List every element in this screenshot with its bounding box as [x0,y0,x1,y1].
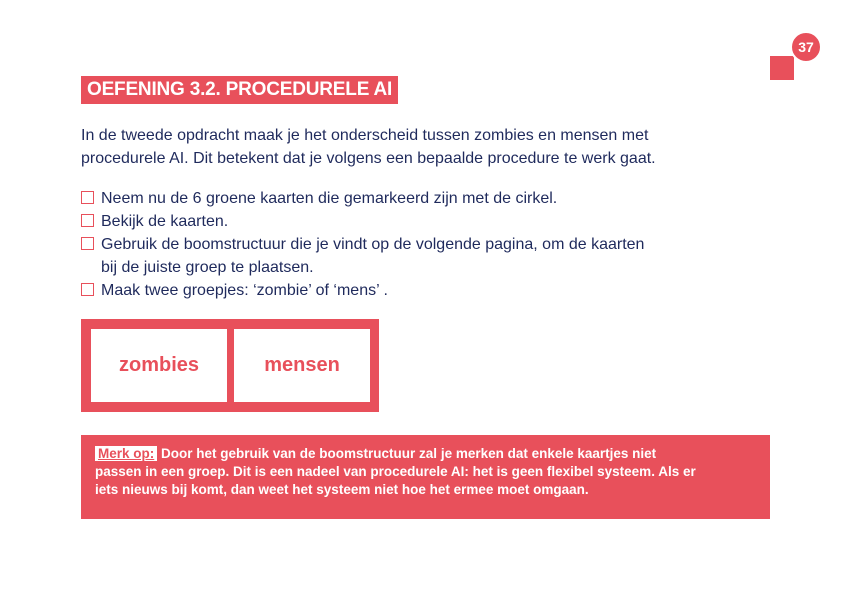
note-box [81,435,770,519]
note-line: iets nieuws bij komt, dan weet het systeem niet hoe het ermee moet omgaan. [95,482,589,497]
exercise-heading: OEFENING 3.2. PROCEDURELE AI [81,76,398,104]
checkbox-icon[interactable] [81,214,94,227]
intro-line: procedurele AI. Dit betekent dat je volgens een bepaalde procedure te werk gaat. [81,150,656,167]
checkbox-icon[interactable] [81,237,94,250]
group-cards-frame [81,319,379,412]
zombies-card: zombies [91,329,227,402]
checklist-item [81,233,721,279]
checklist-item-label: Maak twee groepjes: ‘zombie’ of ‘mens’ . [101,282,388,299]
task-checklist [81,187,721,302]
intro-paragraph [81,124,721,170]
checklist-item-label: Bekijk de kaarten. [101,213,229,230]
page-number-badge: 37 [790,31,822,63]
note-line: passen in een groep. Dit is een nadeel van procedurele AI: het is geen flexibel systeem. Als er [95,464,696,479]
checklist-item-label: Gebruik de boomstructuur die je vindt op de volgende pagina, om de kaarten [101,236,645,253]
note-text: Door het gebruik van de boomstructuur zal je merken dat enkele kaartjes niet [161,446,657,461]
checklist-item [81,279,721,302]
mensen-card: mensen [234,329,370,402]
checklist-item-label: Neem nu de 6 groene kaarten die gemarkeerd zijn met de cirkel. [101,190,558,207]
note-line [95,445,756,463]
checklist-item [81,187,721,210]
intro-line: In de tweede opdracht maak je het onderscheid tussen zombies en mensen met [81,127,649,144]
note-label: Merk op: [95,446,157,461]
checkbox-icon[interactable] [81,283,94,296]
checklist-item-label-continued: bij de juiste groep te plaatsen. [101,259,314,276]
checkbox-icon[interactable] [81,191,94,204]
page-corner-marker [770,56,794,80]
checklist-item [81,210,721,233]
